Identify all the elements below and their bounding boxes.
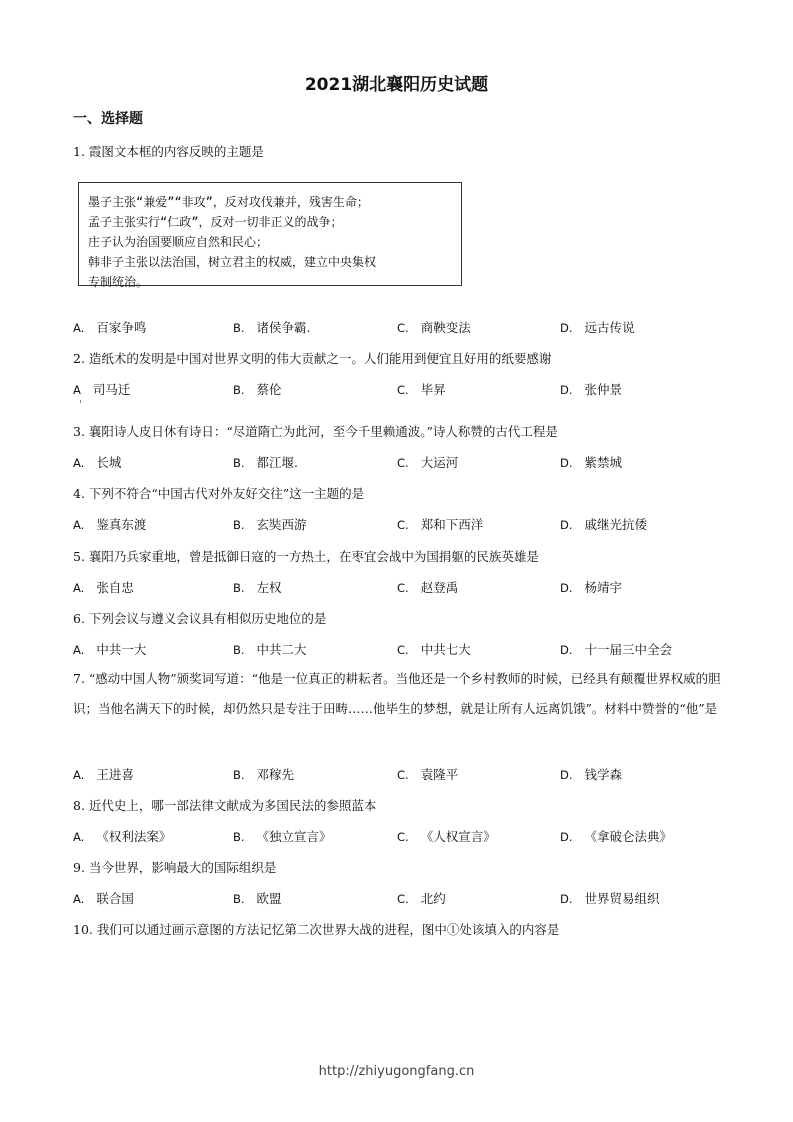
option-text: 百家争鸣 [96,320,147,335]
option-d[interactable]: D. 紫禁城 [560,455,623,470]
option-a[interactable]: A. 联合国 [73,891,134,906]
text-box-line: 专制统治。 [88,275,149,289]
option-b[interactable]: B. 邓稼先 [233,767,295,782]
option-text: 远古传说 [584,320,635,335]
question-2-stem: 2. 造纸术的发明是中国对世界文明的伟大贡献之一。人们能用到便宜且好用的纸要感谢 [73,351,552,366]
option-d[interactable]: D. 远古传说 [560,320,635,335]
option-text: 大运河 [420,455,459,470]
question-8-options [73,827,733,845]
question-10-stem: 10. 我们可以通过画示意图的方法记忆第二次世界大战的进程，图中①处该填入的内容是 [73,922,560,937]
question-2-options [73,380,733,398]
option-c[interactable]: C. 中共七大 [397,642,471,657]
option-b[interactable]: B. 中共二大 [233,642,307,657]
option-c[interactable]: C. 毕昇 [397,382,446,397]
option-b[interactable]: B. 《独立宣言》 [233,829,332,844]
option-text: 张仲景 [584,382,623,397]
option-b[interactable]: B. 玄奘西游 [233,517,307,532]
option-c[interactable]: C. 《人权宣言》 [397,829,496,844]
option-a[interactable]: A. 中共一大 [73,642,147,657]
option-text: 《权利法案》 [96,829,172,844]
question-9-stem: 9. 当今世界，影响最大的国际组织是 [73,860,277,875]
question-8-stem: 8. 近代史上，哪一部法律文献成为多国民法的参照蓝本 [73,798,377,813]
option-text: 赵登禹 [420,580,459,595]
question-6-stem: 6. 下列会议与遵义会议具有相似历史地位的是 [73,611,327,626]
option-text: 联合国 [96,891,134,906]
option-text: 中共一大 [96,642,147,657]
section-heading: 一、选择题 [73,111,143,127]
option-text: 张自忠 [96,580,134,595]
option-c[interactable]: C. 赵登禹 [397,580,459,595]
option-text: 郑和下西洋 [420,517,484,532]
option-b[interactable]: B. 都江堰. [233,455,299,470]
question-6-options [73,640,733,658]
option-c[interactable]: C. 北约 [397,891,446,906]
option-d[interactable]: D. 世界贸易组织 [560,891,660,906]
option-a[interactable]: A. 长城 [73,455,122,470]
option-a[interactable]: A 司马迁 [73,382,131,397]
text-box-line: 墨子主张“兼爱”“非攻”，反对攻伐兼并，残害生命； [88,195,369,209]
question-3-options [73,453,733,471]
question-9-options [73,889,733,907]
option-text: 左权 [256,580,282,595]
text-box-line: 庄子认为治国要顺应自然和民心； [88,235,269,249]
option-text: 十一届三中全会 [584,642,673,657]
option-text: 袁隆平 [420,767,459,782]
option-text: 鉴真东渡 [96,517,147,532]
option-a[interactable]: A. 《权利法案》 [73,829,172,844]
option-c[interactable]: C. 郑和下西洋 [397,517,484,532]
option-b[interactable]: B. 左权 [233,580,282,595]
option-text: 都江堰. [256,455,299,470]
option-a[interactable]: A. 百家争鸣 [73,320,147,335]
option-c[interactable]: C. 大运河 [397,455,459,470]
question-7-options [73,765,733,783]
question-7-stem: 7. “感动中国人物”颁奖词写道：“他是一位真正的耕耘者。当他还是一个乡村教师的时候，已经具有颠覆世界权威的胆识；当他名满天下的时候，却仍然只是专注于田畴……他毕生的梦想，就是让所有人远离饥饿”。材料中赞誉的“他”是 [73,671,721,716]
question-1-options [73,318,733,336]
option-text: 王进喜 [96,767,134,782]
option-d[interactable]: D. 杨靖宇 [560,580,623,595]
option-text: 欧盟 [256,891,282,906]
footer-url[interactable]: http://zhiyugongfang.cn [318,1064,475,1079]
option-a[interactable]: A. 张自忠 [73,580,134,595]
question-3-stem: 3. 襄阳诗人皮日休有诗日：“尽道隋亡为此河，至今千里赖通波。”诗人称赞的古代工程是 [73,424,558,439]
option-text: 诸侯争霸. [256,320,311,335]
question-1-stem: 1. 霞图文本框的内容反映的主题是 [73,144,264,159]
option-text: 杨靖宇 [584,580,623,595]
option-d[interactable]: D. 张仲景 [560,382,623,397]
option-d[interactable]: D. 《拿破仑法典》 [560,829,673,844]
option-a[interactable]: A. 鉴真东渡 [73,517,147,532]
option-text: 中共二大 [256,642,307,657]
question-4-options [73,515,733,533]
page-title: 2021湖北襄阳历史试题 [304,75,489,95]
stray-mark [80,400,81,403]
option-text: 《独立宣言》 [256,829,332,844]
question-4-stem: 4. 下列不符合“中国古代对外友好交往”这一主题的是 [73,486,365,501]
option-text: 玄奘西游 [256,517,307,532]
option-text: 戚继光抗倭 [584,517,648,532]
option-text: 紫禁城 [584,455,623,470]
text-box-line: 孟子主张实行“仁政”，反对一切非正义的战争； [88,215,343,229]
question-5-stem: 5. 襄阳乃兵家重地，曾是抵御日寇的一方热土，在枣宜会战中为国捐躯的民族英雄是 [73,549,539,564]
option-text: 毕昇 [420,382,446,397]
option-text: 世界贸易组织 [584,891,660,906]
question-5-options [73,578,733,596]
option-d[interactable]: D. 戚继光抗倭 [560,517,648,532]
option-text: 司马迁 [92,382,131,397]
option-text: 《拿破仑法典》 [584,829,673,844]
text-box-line: 韩非子主张以法治国，树立君主的权威，建立中央集权 [88,255,377,269]
option-text: 长城 [96,455,122,470]
option-a[interactable]: A. 王进喜 [73,767,134,782]
option-text: 钱学森 [584,767,623,782]
option-b[interactable]: B. 欧盟 [233,891,282,906]
option-text: 中共七大 [420,642,471,657]
option-text: 商鞅变法 [420,320,471,335]
option-text: 《人权宣言》 [420,829,496,844]
option-d[interactable]: D. 钱学森 [560,767,623,782]
option-c[interactable]: C. 袁隆平 [397,767,459,782]
option-c[interactable]: C. 商鞅变法 [397,320,471,335]
option-text: 蔡伦 [256,382,282,397]
option-text: 邓稼先 [256,767,295,782]
option-b[interactable]: B. 蔡伦 [233,382,282,397]
option-b[interactable]: B. 诸侯争霸. [233,320,311,335]
option-d[interactable]: D. 十一届三中全会 [560,642,673,657]
option-text: 北约 [420,891,446,906]
question-1-text-box [78,182,462,289]
